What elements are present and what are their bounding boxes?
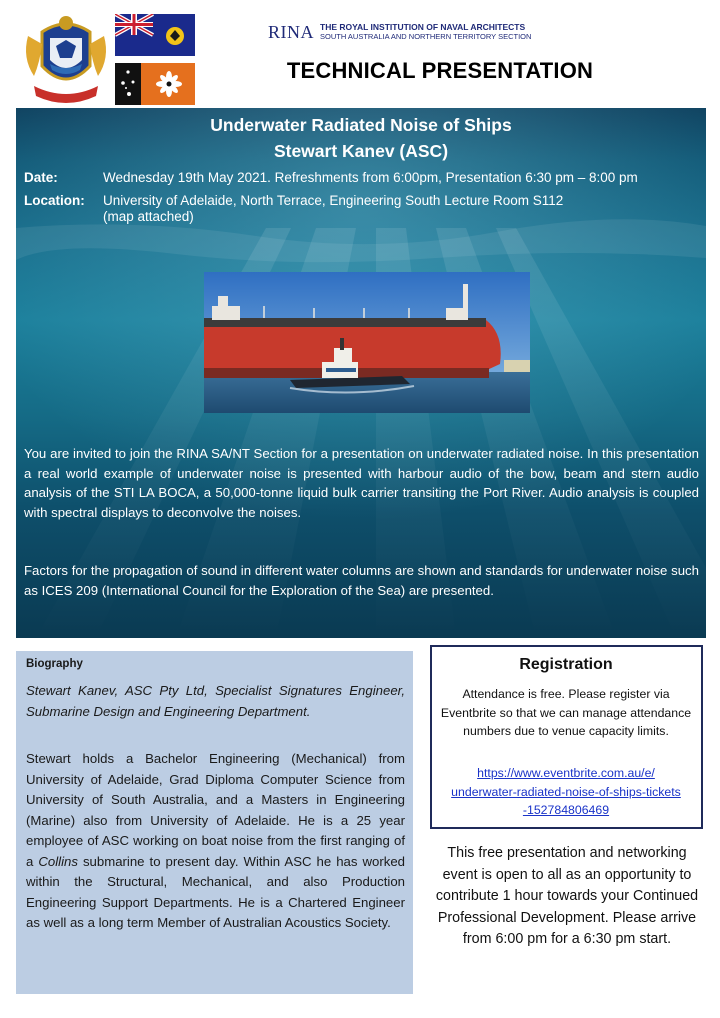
page-heading: TECHNICAL PRESENTATION — [286, 58, 594, 83]
date-label: Date: — [24, 170, 58, 185]
registration-text: Attendance is free. Please register via Eventbrite so that we can manage attendance numbers due to venue capacity limits. — [440, 687, 692, 739]
date-value: Wednesday 19th May 2021. Refreshments from 6:00pm, Presentation 6:30 pm – 8:00 pm — [103, 170, 638, 185]
eventbrite-link-line2[interactable]: underwater-radiated-noise-of-ships-tickets — [451, 784, 681, 799]
presenter-name: Stewart Kanev (ASC) — [273, 141, 449, 161]
location-label: Location: — [24, 193, 85, 208]
biography-body — [26, 749, 405, 934]
coat-of-arms-icon — [20, 12, 112, 106]
northern-territory-flag-icon — [115, 63, 195, 105]
rina-abbrev: RINA — [268, 22, 314, 42]
tanker-and-tug-photo-icon — [204, 272, 530, 413]
cpd-note: This free presentation and networking event is open to all as an opportunity to contribute 1 hour towards your Continued Professional Development. Please arrive from 6:00 pm for a 6:30 pm start. — [435, 845, 699, 948]
registration-heading: Registration — [519, 656, 613, 673]
rina-org-name: THE ROYAL INSTITUTION OF NAVAL ARCHITECTS — [320, 22, 526, 32]
presentation-title: Underwater Radiated Noise of Ships — [210, 115, 512, 135]
eventbrite-link[interactable] — [436, 764, 696, 820]
standards-paragraph: Factors for the propagation of sound in different water columns are shown and standards for underwater noise such as ICES 209 (International Council for the Exploration of the Sea) are presented. — [24, 563, 699, 598]
rina-section-name: SOUTH AUSTRALIA AND NORTHERN TERRITORY SECTION — [320, 32, 532, 41]
event-panel — [16, 108, 706, 638]
biography-intro: Stewart Kanev, ASC Pty Ltd, Specialist Signatures Engineer, Submarine Design and Engineering Department. — [26, 683, 405, 719]
rina-banner — [268, 20, 708, 42]
biography-box — [16, 651, 413, 994]
south-australia-flag-icon — [115, 14, 195, 56]
intro-paragraph: You are invited to join the RINA SA/NT Section for a presentation on underwater radiated noise. In this presentation a real world example of underwater noise is presented with harbour audio of the bow, beam and stern audio analysis of the STI LA BOCA, a 50,000-tonne liquid bulk carrier transiting the Port River. Audio analysis is coupled with spectral displays to deconvolve the noises. — [24, 446, 699, 520]
biography-body-part2: submarine to present day. Within ASC he has worked within the Structural, Mechanical, and also Production Engineering Support Departments. He is a Chartered Engineer as well as a long term Member of Australian Acoustics Society. — [26, 853, 406, 930]
registration-box — [430, 645, 703, 829]
location-value: University of Adelaide, North Terrace, Engineering South Lecture Room S112 — [103, 193, 564, 208]
biography-heading: Biography — [26, 658, 83, 670]
biography-body-part1: Stewart holds a Bachelor Engineering (Mechanical) from University of Adelaide, Grad Diploma Computer Science from University of South Australia, and a Masters in Engineering (Marine) also from University of Adelaide. He is a 25 year employee of ASC working on boat noise from the first ranging of a — [26, 751, 405, 869]
biography-body-italic: Collins — [38, 853, 78, 869]
eventbrite-link-line3[interactable]: -152784806469 — [522, 803, 610, 818]
location-note: (map attached) — [103, 209, 194, 224]
eventbrite-link-line1[interactable]: https://www.eventbrite.com.au/e/ — [477, 766, 655, 780]
